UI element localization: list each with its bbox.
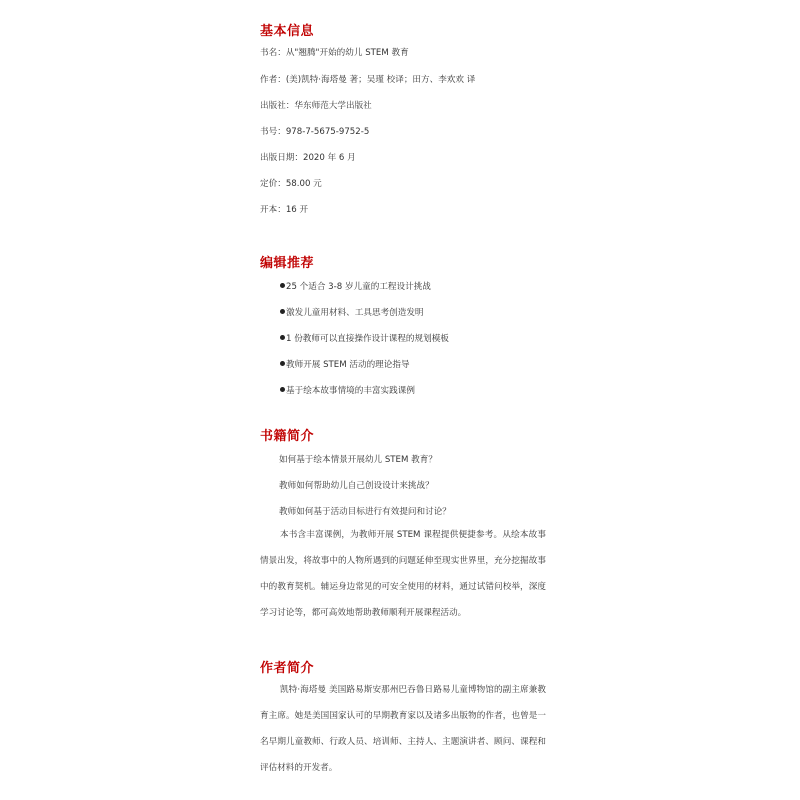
publisher-value: 华东师范大学出版社 xyxy=(294,101,372,111)
format-label: 开本 ： xyxy=(260,205,286,215)
bullet-dot-icon xyxy=(280,309,285,314)
intro-question: 教师如何基于活动目标进行有效提问和讨论？ xyxy=(279,507,451,517)
pub-date-row xyxy=(260,151,356,163)
pub-date-label: 出版日期 ： xyxy=(260,153,303,163)
bullet-dot-icon xyxy=(280,283,285,288)
book-name-value: 从"翘腾"开始的幼儿 STEM 教育 xyxy=(285,48,409,58)
price-value: 58.00 元 xyxy=(285,179,322,189)
price-row xyxy=(260,177,322,189)
isbn-value: 978-7-5675-9752-5 xyxy=(285,127,370,137)
author-row xyxy=(260,73,475,85)
isbn-label: 书号 ： xyxy=(260,127,286,137)
author-value: (美)凯特·海塔曼 著；吴瑾 校译；田方、李欢欢 译 xyxy=(285,75,476,85)
book-name-label: 书名 ： xyxy=(260,48,286,58)
bullet-dot-icon xyxy=(280,387,285,392)
list-item: 激发儿童用材料、工具思考创造发明 xyxy=(280,306,424,318)
publisher-row xyxy=(260,99,372,111)
format-value: 16 开 xyxy=(285,205,309,215)
intro-question: 如何基于绘本情景开展幼儿 STEM 教育？ xyxy=(279,455,437,465)
pub-date-value: 2020 年 6 月 xyxy=(303,153,356,163)
author-label: 作者 ： xyxy=(260,75,286,85)
format-row xyxy=(260,203,308,215)
list-item: 1 份教师可以直接操作设计课程的规划模板 xyxy=(280,332,449,344)
book-intro-paragraph: 本书含丰富课例，为教师开展 STEM 课程提供便捷参考。从绘本故事情景出发，将故事中的人物所遇到的问题延伸至现实世界里，充分挖掘故事中的教育契机。辅运身边常见的可安全使用的材料，通过试错问校举，深度学习讨论等，都可高效地帮助教师顺利开展课程活动。 xyxy=(260,530,546,618)
list-item: 基于绘本故事情境的丰富实践课例 xyxy=(280,384,415,396)
book-name-row xyxy=(260,46,409,58)
intro-question: 教师如何帮助幼儿自己创设设计来挑战？ xyxy=(279,481,434,491)
basic-info-heading: 基本信息 xyxy=(260,24,315,39)
price-label: 定价 ： xyxy=(260,179,286,189)
book-intro-heading: 书籍简介 xyxy=(260,429,315,444)
author-intro-heading: 作者简介 xyxy=(260,661,315,676)
publisher-label: 出版社 ： xyxy=(260,101,294,111)
bullet-dot-icon xyxy=(280,361,285,366)
bullet-dot-icon xyxy=(280,335,285,340)
editor-recommend-heading: 编辑推荐 xyxy=(260,256,315,271)
isbn-row xyxy=(260,125,369,137)
list-item: 教师开展 STEM 活动的理论指导 xyxy=(280,358,410,370)
list-item: 25 个适合 3-8 岁儿童的工程设计挑战 xyxy=(280,280,431,292)
author-intro-paragraph: 凯特·海塔曼 美国路易斯安那州巴吞鲁日路易儿童博物馆的副主席兼教育主席。她是美国国家认可的早期教育家以及诸多出版物的作者，也曾是一名早期儿童教师、行政人员、培训师、主持人、主题演讲者、顾问、课程和评估材料的开发者。 xyxy=(260,685,546,773)
